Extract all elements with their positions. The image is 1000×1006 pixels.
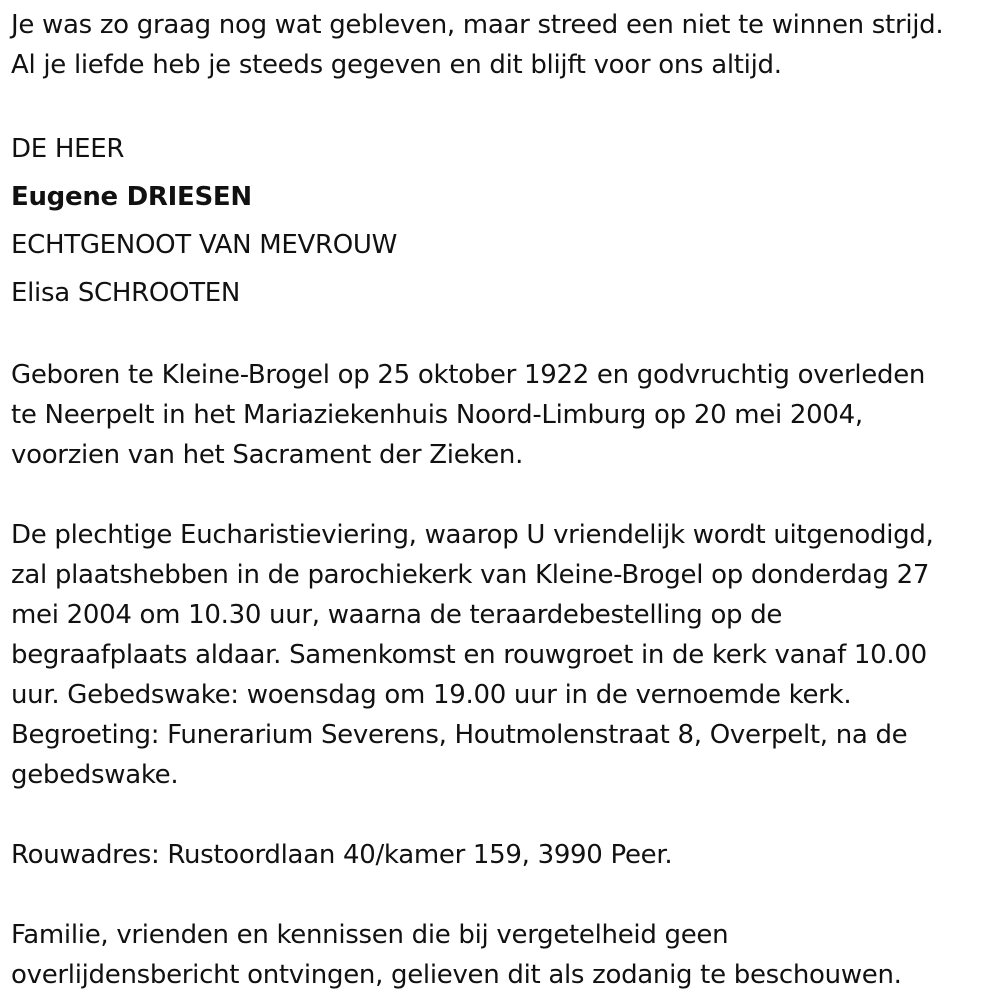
paragraph-line: voorzien van het Sacrament der Zieken. <box>11 440 524 470</box>
address-paragraph <box>11 835 991 875</box>
deceased-title: DE HEER <box>11 134 125 164</box>
closing-paragraph <box>11 915 991 995</box>
spacer <box>11 875 991 915</box>
paragraph-line: overlijdensbericht ontvingen, gelieven dit als zodanig te beschouwen. <box>11 960 902 990</box>
paragraph-line: begraafplaats aldaar. Samenkomst en rouwgroet in de kerk vanaf 10.00 <box>11 640 927 670</box>
paragraph-line: gebedswake. <box>11 760 179 790</box>
paragraph-line: uur. Gebedswake: woensdag om 19.00 uur in de vernoemde kerk. <box>11 680 852 710</box>
poem-block <box>11 5 991 85</box>
obituary-document <box>11 0 991 995</box>
spacer <box>11 85 991 125</box>
mourning-address: Rouwadres: Rustoordlaan 40/kamer 159, 3990 Peer. <box>11 840 673 870</box>
paragraph-line: Familie, vrienden en kennissen die bij vergetelheid geen <box>11 920 729 950</box>
paragraph-line: mei 2004 om 10.30 uur, waarna de teraardebestelling op de <box>11 600 783 630</box>
paragraph-line: Begroeting: Funerarium Severens, Houtmolenstraat 8, Overpelt, na de <box>11 720 908 750</box>
spacer <box>11 475 991 515</box>
paragraph-line: Geboren te Kleine-Brogel op 25 oktober 1922 en godvruchtig overleden <box>11 360 926 390</box>
deceased-relation: ECHTGENOOT VAN MEVROUW <box>11 230 398 260</box>
spacer <box>11 317 991 355</box>
ceremony-paragraph <box>11 515 991 795</box>
paragraph-line: De plechtige Eucharistieviering, waarop U vriendelijk wordt uitgenodigd, <box>11 520 934 550</box>
birth-death-paragraph <box>11 355 991 475</box>
poem-line: Al je liefde heb je steeds gegeven en dit blijft voor ons altijd. <box>11 50 782 80</box>
poem-line: Je was zo graag nog wat gebleven, maar streed een niet te winnen strijd. <box>11 10 944 40</box>
spouse-name: Elisa SCHROOTEN <box>11 278 241 308</box>
deceased-name: Eugene DRIESEN <box>11 182 252 212</box>
spacer <box>11 795 991 835</box>
deceased-block <box>11 125 991 317</box>
paragraph-line: zal plaatshebben in de parochiekerk van Kleine-Brogel op donderdag 27 <box>11 560 930 590</box>
paragraph-line: te Neerpelt in het Mariaziekenhuis Noord-Limburg op 20 mei 2004, <box>11 400 863 430</box>
